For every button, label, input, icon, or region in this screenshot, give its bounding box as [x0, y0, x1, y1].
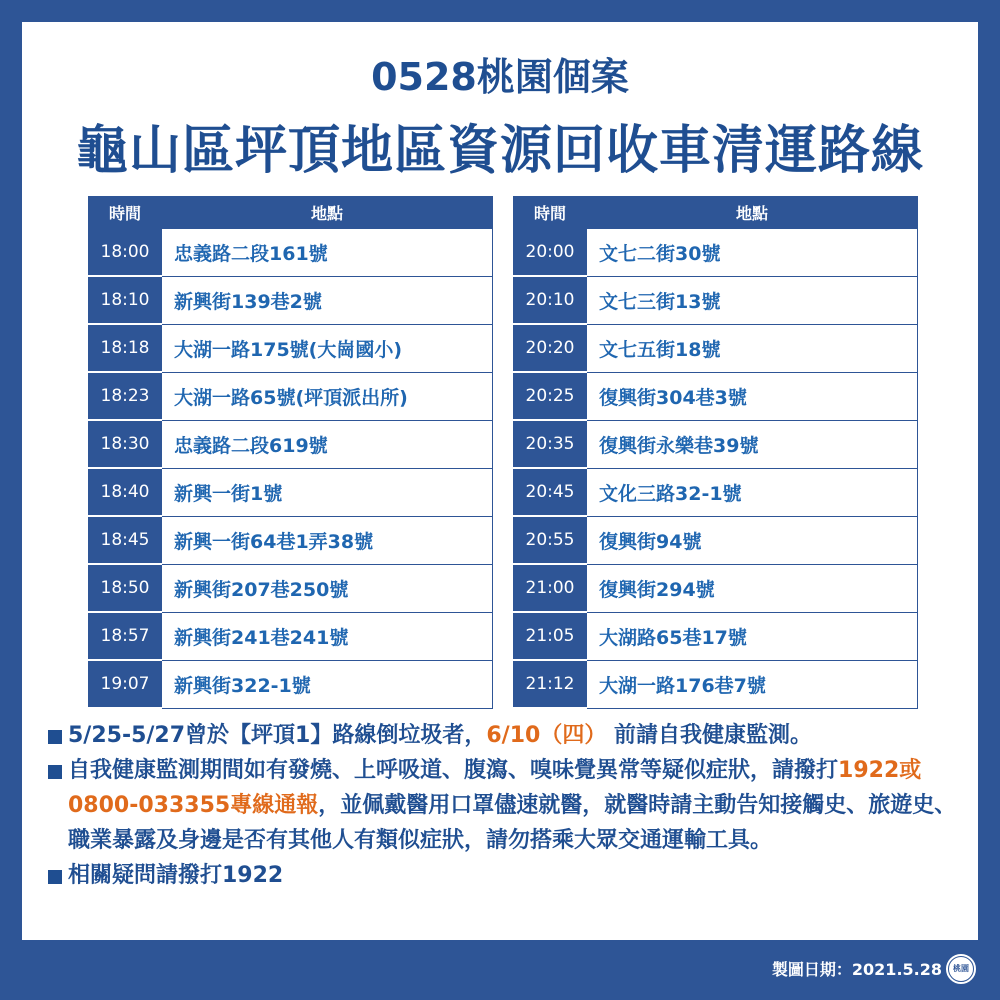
stop-time: 18:45: [89, 516, 162, 564]
table-row: [514, 229, 918, 277]
notice-text-part: 前請自我健康監測。: [614, 723, 813, 748]
stop-time: 18:50: [89, 564, 162, 612]
stop-time: 20:35: [514, 420, 587, 468]
stop-place: 大湖一路65號(坪頂派出所): [162, 372, 493, 420]
table-row: [514, 324, 918, 372]
stop-place: 文七三街13號: [587, 276, 918, 324]
stop-time: 18:00: [89, 229, 162, 277]
stop-time: 21:00: [514, 564, 587, 612]
stop-time: 21:05: [514, 612, 587, 660]
stop-time: 18:10: [89, 276, 162, 324]
stop-time: 19:07: [89, 660, 162, 708]
notice-text-part: 5/25-5/27曾於【坪頂1】路線倒垃圾者，: [68, 723, 487, 748]
notice-list: [48, 718, 968, 893]
notice-text: [68, 753, 968, 858]
header-place: 地點: [162, 197, 493, 229]
table-row: [514, 516, 918, 564]
table-row: [89, 229, 493, 277]
stop-place: 新興街322-1號: [162, 660, 493, 708]
table-row: [514, 612, 918, 660]
notice-item-monitoring: [48, 718, 968, 753]
stop-time: 20:55: [514, 516, 587, 564]
header-time: 時間: [514, 197, 587, 229]
route-table-right: [513, 196, 918, 709]
stop-place: 大湖一路176巷7號: [587, 660, 918, 708]
square-bullet-icon: [48, 765, 62, 779]
stop-place: 文七二街30號: [587, 229, 918, 277]
notice-text: 相關疑問請撥打1922: [68, 863, 284, 888]
page-title-case: 0528桃園個案: [371, 55, 629, 99]
stop-time: 20:45: [514, 468, 587, 516]
table-row: [514, 420, 918, 468]
made-date: 製圖日期：2021.5.28: [771, 960, 942, 979]
table-row: [89, 324, 493, 372]
stop-time: 18:18: [89, 324, 162, 372]
seal-text: 桃園: [948, 956, 974, 982]
table-row: [89, 372, 493, 420]
stop-place: 文七五街18號: [587, 324, 918, 372]
notice-text-part: 自我健康監測期間如有發燒、上呼吸道、腹瀉、嗅味覺異常等疑似症狀，請撥打: [68, 758, 839, 783]
stop-place: 新興街241巷241號: [162, 612, 493, 660]
stop-time: 18:40: [89, 468, 162, 516]
content-card: [22, 22, 978, 940]
notice-text-part: ，並佩戴醫用口罩儘速就醫，就醫時請主動告知接觸史、旅遊史、職業暴露及身邊是否有其他人有類似症狀，請勿搭乘大眾交通運輸工具。: [68, 793, 957, 853]
stop-place: 文化三路32-1號: [587, 468, 918, 516]
header-place: 地點: [587, 197, 918, 229]
square-bullet-icon: [48, 730, 62, 744]
stop-place: 復興街94號: [587, 516, 918, 564]
table-row: [89, 420, 493, 468]
stop-time: 20:00: [514, 229, 587, 277]
table-row: [89, 564, 493, 612]
table-row: [514, 468, 918, 516]
table-row: [514, 372, 918, 420]
stop-time: 21:12: [514, 660, 587, 708]
stop-place: 復興街永樂巷39號: [587, 420, 918, 468]
stop-place: 新興街139巷2號: [162, 276, 493, 324]
table-row: [89, 276, 493, 324]
stop-time: 18:57: [89, 612, 162, 660]
stop-place: 新興一街1號: [162, 468, 493, 516]
stop-place: 忠義路二段619號: [162, 420, 493, 468]
table-row: [514, 660, 918, 708]
table-row: [514, 276, 918, 324]
table-row: [89, 516, 493, 564]
stop-place: 復興街304巷3號: [587, 372, 918, 420]
stop-place: 新興街207巷250號: [162, 564, 493, 612]
stop-time: 20:25: [514, 372, 587, 420]
stop-time: 20:10: [514, 276, 587, 324]
header-time: 時間: [89, 197, 162, 229]
notice-hotline-highlight: 1922或0800-033355專線通報: [68, 758, 922, 818]
notice-date-highlight: 6/10（四）: [486, 723, 607, 748]
notice-item-contact: [48, 858, 968, 893]
taoyuan-seal-icon: [944, 952, 978, 986]
stop-place: 復興街294號: [587, 564, 918, 612]
stop-place: 忠義路二段161號: [162, 229, 493, 277]
stop-place: 大湖路65巷17號: [587, 612, 918, 660]
notice-text: [68, 718, 968, 753]
table-row: [89, 660, 493, 708]
stop-time: 18:30: [89, 420, 162, 468]
stop-place: 新興一街64巷1弄38號: [162, 516, 493, 564]
stop-time: 18:23: [89, 372, 162, 420]
route-table-left: [88, 196, 493, 709]
stop-place: 大湖一路175號(大崗國小): [162, 324, 493, 372]
table-row: [89, 468, 493, 516]
table-row: [89, 612, 493, 660]
notice-item-symptoms: [48, 753, 968, 858]
page-title-route: 龜山區坪頂地區資源回收車清運路線: [75, 121, 924, 181]
square-bullet-icon: [48, 870, 62, 884]
table-row: [514, 564, 918, 612]
stop-time: 20:20: [514, 324, 587, 372]
